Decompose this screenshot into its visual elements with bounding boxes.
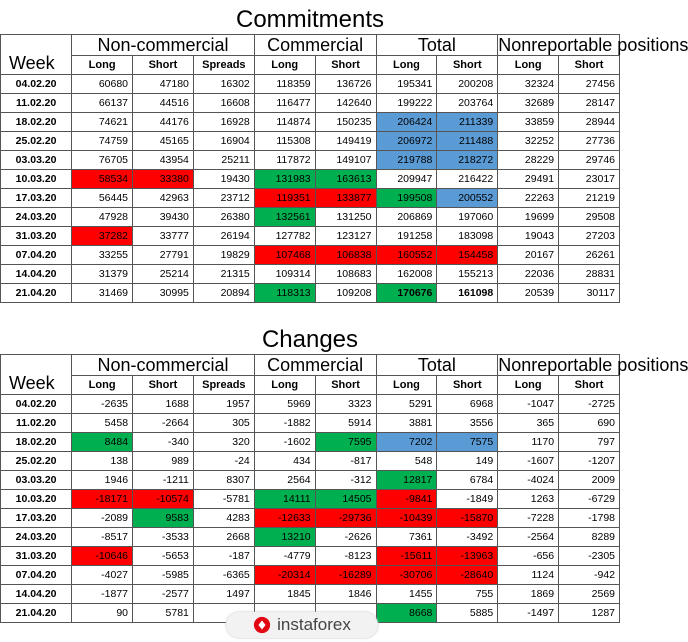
value-cell: 74621 [72,113,133,132]
value-cell: -18171 [72,490,133,509]
value-cell: -24 [193,452,254,471]
value-cell: 109208 [315,284,376,303]
value-cell: 20167 [498,246,559,265]
value-cell: 60680 [72,75,133,94]
commercial-group-header: Commercial [254,35,376,56]
value-cell: -312 [315,471,376,490]
value-cell: 305 [193,414,254,433]
value-cell: -29736 [315,509,376,528]
spreads-subheader: Spreads [193,56,254,75]
value-cell: 28147 [559,94,620,113]
value-cell: 12817 [376,471,437,490]
value-cell: 211488 [437,132,498,151]
week-cell: 07.04.20 [1,246,72,265]
value-cell: 142640 [315,94,376,113]
value-cell: 14111 [254,490,315,509]
value-cell: 44176 [133,113,194,132]
value-cell: 1946 [72,471,133,490]
table-row [1,113,620,132]
value-cell: 131250 [315,208,376,227]
value-cell: 16928 [193,113,254,132]
week-cell: 25.02.20 [1,452,72,471]
value-cell: 27203 [559,227,620,246]
value-cell: -1882 [254,414,315,433]
value-cell: -340 [133,433,194,452]
value-cell: 3556 [437,414,498,433]
value-cell: 29508 [559,208,620,227]
table-row [1,170,620,189]
value-cell: 14505 [315,490,376,509]
table-row [1,509,620,528]
long-subheader: Long [72,376,133,395]
value-cell: -942 [559,566,620,585]
value-cell: 25211 [193,151,254,170]
value-cell: 161098 [437,284,498,303]
value-cell: 1846 [315,585,376,604]
value-cell: -6729 [559,490,620,509]
header-row [1,355,620,376]
value-cell: 108683 [315,265,376,284]
week-cell: 21.04.20 [1,604,72,623]
value-cell: 8307 [193,471,254,490]
value-cell: 28229 [498,151,559,170]
table-row [1,433,620,452]
value-cell: -187 [193,547,254,566]
value-cell: 7361 [376,528,437,547]
long-subheader: Long [498,56,559,75]
instaforex-watermark [226,612,378,638]
value-cell: -817 [315,452,376,471]
value-cell: 2569 [559,585,620,604]
value-cell: 27736 [559,132,620,151]
week-cell: 17.03.20 [1,189,72,208]
week-header: Week [1,35,72,75]
subheader-row [1,376,620,395]
value-cell: 20894 [193,284,254,303]
value-cell: 23712 [193,189,254,208]
header-row [1,35,620,56]
value-cell: 30995 [133,284,194,303]
commitments-title: Commitments [235,6,385,33]
value-cell: -1607 [498,452,559,471]
table-row [1,227,620,246]
value-cell: 26261 [559,246,620,265]
value-cell: -2564 [498,528,559,547]
value-cell: -1207 [559,452,620,471]
value-cell: 106838 [315,246,376,265]
value-cell: 160552 [376,246,437,265]
value-cell: -13963 [437,547,498,566]
week-cell: 03.03.20 [1,471,72,490]
value-cell: 32689 [498,94,559,113]
value-cell: 118359 [254,75,315,94]
value-cell: 6968 [437,395,498,414]
value-cell: 136726 [315,75,376,94]
value-cell: -12633 [254,509,315,528]
value-cell: 32324 [498,75,559,94]
short-subheader: Short [315,56,376,75]
table-row [1,414,620,433]
table-row [1,566,620,585]
week-cell: 03.03.20 [1,151,72,170]
value-cell: 149107 [315,151,376,170]
value-cell: -1497 [498,604,559,623]
value-cell: 33380 [133,170,194,189]
value-cell: 320 [193,433,254,452]
value-cell: -5985 [133,566,194,585]
value-cell: 200552 [437,189,498,208]
table-row [1,395,620,414]
week-header: Week [1,355,72,395]
week-cell: 04.02.20 [1,75,72,94]
table-row [1,94,620,113]
spreads-subheader: Spreads [193,376,254,395]
value-cell: 3323 [315,395,376,414]
value-cell: 32252 [498,132,559,151]
value-cell: 39430 [133,208,194,227]
value-cell: -16289 [315,566,376,585]
value-cell: 183098 [437,227,498,246]
table-row [1,284,620,303]
week-cell: 24.03.20 [1,528,72,547]
value-cell: 19829 [193,246,254,265]
week-cell: 04.02.20 [1,395,72,414]
value-cell: 119351 [254,189,315,208]
value-cell: 127782 [254,227,315,246]
value-cell: 209947 [376,170,437,189]
value-cell: 206869 [376,208,437,227]
value-cell: -2626 [315,528,376,547]
value-cell: 8484 [72,433,133,452]
value-cell: -5653 [133,547,194,566]
value-cell: -1602 [254,433,315,452]
table-row [1,246,620,265]
value-cell: 56445 [72,189,133,208]
value-cell: 116477 [254,94,315,113]
value-cell: 109314 [254,265,315,284]
value-cell: 28831 [559,265,620,284]
changes-table [0,354,688,623]
value-cell: 216422 [437,170,498,189]
value-cell: 5458 [72,414,133,433]
value-cell: 170676 [376,284,437,303]
value-cell: 149419 [315,132,376,151]
value-cell: -2725 [559,395,620,414]
value-cell: 206972 [376,132,437,151]
value-cell: 3881 [376,414,437,433]
value-cell: 199222 [376,94,437,113]
value-cell: 58534 [72,170,133,189]
value-cell: 1869 [498,585,559,604]
value-cell: 27791 [133,246,194,265]
value-cell: 149 [437,452,498,471]
value-cell: 33255 [72,246,133,265]
value-cell: 1497 [193,585,254,604]
value-cell: -8123 [315,547,376,566]
value-cell: -1211 [133,471,194,490]
value-cell: 219788 [376,151,437,170]
value-cell: 43954 [133,151,194,170]
table-row [1,547,620,566]
value-cell: 22036 [498,265,559,284]
value-cell: 66137 [72,94,133,113]
value-cell: 197060 [437,208,498,227]
value-cell: 19430 [193,170,254,189]
instaforex-logo-icon [253,616,271,634]
value-cell: 7575 [437,433,498,452]
value-cell: 138 [72,452,133,471]
table-row [1,151,620,170]
week-cell: 21.04.20 [1,284,72,303]
value-cell: 206424 [376,113,437,132]
value-cell: -9841 [376,490,437,509]
value-cell: 690 [559,414,620,433]
value-cell: 191258 [376,227,437,246]
week-cell: 25.02.20 [1,132,72,151]
changes-title: Changes [261,326,359,353]
table-row [1,265,620,284]
value-cell: -6365 [193,566,254,585]
value-cell: 195341 [376,75,437,94]
value-cell: 155213 [437,265,498,284]
value-cell: -8517 [72,528,133,547]
table-row [1,75,620,94]
value-cell: 13210 [254,528,315,547]
nonrep-group-header: Nonreportable positions [498,355,688,375]
value-cell: 203764 [437,94,498,113]
week-cell: 17.03.20 [1,509,72,528]
value-cell: 27456 [559,75,620,94]
week-cell: 24.03.20 [1,208,72,227]
value-cell: 45165 [133,132,194,151]
watermark-text: instaforex [277,615,351,634]
value-cell: 107468 [254,246,315,265]
value-cell: 154458 [437,246,498,265]
value-cell: -5781 [193,490,254,509]
value-cell: 26380 [193,208,254,227]
value-cell: 434 [254,452,315,471]
value-cell: 2668 [193,528,254,547]
value-cell: 123127 [315,227,376,246]
value-cell: -2577 [133,585,194,604]
value-cell: 19699 [498,208,559,227]
value-cell: 1124 [498,566,559,585]
short-subheader: Short [559,376,620,395]
value-cell: 28944 [559,113,620,132]
value-cell: 7595 [315,433,376,452]
value-cell: -28640 [437,566,498,585]
commercial-group-header: Commercial [254,355,376,376]
table-row [1,189,620,208]
value-cell: 37282 [72,227,133,246]
value-cell: 8289 [559,528,620,547]
value-cell: -4027 [72,566,133,585]
value-cell: 365 [498,414,559,433]
value-cell: 29746 [559,151,620,170]
value-cell: 47180 [133,75,194,94]
value-cell: 117872 [254,151,315,170]
value-cell: -1047 [498,395,559,414]
short-subheader: Short [559,56,620,75]
value-cell: 42963 [133,189,194,208]
week-cell: 11.02.20 [1,414,72,433]
value-cell: 4283 [193,509,254,528]
noncommercial-group-header: Non-commercial [72,35,255,56]
noncommercial-group-header: Non-commercial [72,355,255,376]
short-subheader: Short [133,56,194,75]
value-cell: 47928 [72,208,133,227]
week-cell: 14.04.20 [1,585,72,604]
week-cell: 11.02.20 [1,94,72,113]
total-group-header: Total [376,35,498,56]
value-cell: 5885 [437,604,498,623]
value-cell: 1170 [498,433,559,452]
week-cell: 18.02.20 [1,433,72,452]
table-row [1,528,620,547]
long-subheader: Long [498,376,559,395]
value-cell: 22263 [498,189,559,208]
value-cell: 162008 [376,265,437,284]
value-cell: 118313 [254,284,315,303]
value-cell: 16904 [193,132,254,151]
value-cell: 5291 [376,395,437,414]
value-cell: 1287 [559,604,620,623]
week-cell: 10.03.20 [1,490,72,509]
short-subheader: Short [315,376,376,395]
table-row [1,490,620,509]
value-cell: -4779 [254,547,315,566]
value-cell: 150235 [315,113,376,132]
value-cell: -2664 [133,414,194,433]
value-cell: 16302 [193,75,254,94]
value-cell: -2089 [72,509,133,528]
value-cell: 25214 [133,265,194,284]
week-cell: 31.03.20 [1,547,72,566]
value-cell: 1688 [133,395,194,414]
value-cell: 5914 [315,414,376,433]
short-subheader: Short [133,376,194,395]
value-cell: 23017 [559,170,620,189]
value-cell: 2009 [559,471,620,490]
value-cell: 9583 [133,509,194,528]
value-cell: 2564 [254,471,315,490]
value-cell: 211339 [437,113,498,132]
value-cell: 218272 [437,151,498,170]
short-subheader: Short [437,376,498,395]
total-group-header: Total [376,355,498,376]
value-cell: -1798 [559,509,620,528]
value-cell: 31379 [72,265,133,284]
commitments-table [0,34,688,303]
table-row [1,208,620,227]
value-cell: 163613 [315,170,376,189]
value-cell: 19043 [498,227,559,246]
value-cell: 76705 [72,151,133,170]
value-cell: 5969 [254,395,315,414]
long-subheader: Long [376,56,437,75]
value-cell: 8668 [376,604,437,623]
value-cell: 30117 [559,284,620,303]
long-subheader: Long [72,56,133,75]
value-cell: 6784 [437,471,498,490]
value-cell: 7202 [376,433,437,452]
value-cell: 74759 [72,132,133,151]
value-cell: -1849 [437,490,498,509]
value-cell: 114874 [254,113,315,132]
week-cell: 14.04.20 [1,265,72,284]
value-cell: 29491 [498,170,559,189]
value-cell: 5781 [133,604,194,623]
value-cell: -15611 [376,547,437,566]
value-cell: -10574 [133,490,194,509]
value-cell: -20314 [254,566,315,585]
value-cell: 133877 [315,189,376,208]
value-cell: 199508 [376,189,437,208]
value-cell: -2635 [72,395,133,414]
value-cell: -656 [498,547,559,566]
long-subheader: Long [254,56,315,75]
value-cell: 1845 [254,585,315,604]
week-cell: 10.03.20 [1,170,72,189]
week-cell: 18.02.20 [1,113,72,132]
table-row [1,585,620,604]
value-cell: 797 [559,433,620,452]
value-cell: -10646 [72,547,133,566]
week-cell: 07.04.20 [1,566,72,585]
value-cell: -30706 [376,566,437,585]
long-subheader: Long [376,376,437,395]
subheader-row [1,56,620,75]
value-cell: 131983 [254,170,315,189]
table-row [1,132,620,151]
value-cell: 20539 [498,284,559,303]
value-cell: 1263 [498,490,559,509]
value-cell: 44516 [133,94,194,113]
value-cell: -7228 [498,509,559,528]
nonrep-group-header: Nonreportable positions [498,35,688,55]
value-cell: 16608 [193,94,254,113]
value-cell: 989 [133,452,194,471]
value-cell: -1877 [72,585,133,604]
value-cell: 132561 [254,208,315,227]
value-cell: -3533 [133,528,194,547]
value-cell: -15870 [437,509,498,528]
value-cell: 1455 [376,585,437,604]
value-cell: 33777 [133,227,194,246]
value-cell: 115308 [254,132,315,151]
value-cell: -3492 [437,528,498,547]
value-cell: 21315 [193,265,254,284]
value-cell: 755 [437,585,498,604]
value-cell: 200208 [437,75,498,94]
value-cell: 26194 [193,227,254,246]
value-cell: 33859 [498,113,559,132]
long-subheader: Long [254,376,315,395]
table-row [1,452,620,471]
week-cell: 31.03.20 [1,227,72,246]
value-cell: -2305 [559,547,620,566]
value-cell: 21219 [559,189,620,208]
table-row [1,471,620,490]
value-cell: 90 [72,604,133,623]
value-cell: -10439 [376,509,437,528]
value-cell: 1957 [193,395,254,414]
value-cell: -4024 [498,471,559,490]
value-cell: 548 [376,452,437,471]
short-subheader: Short [437,56,498,75]
value-cell: 31469 [72,284,133,303]
